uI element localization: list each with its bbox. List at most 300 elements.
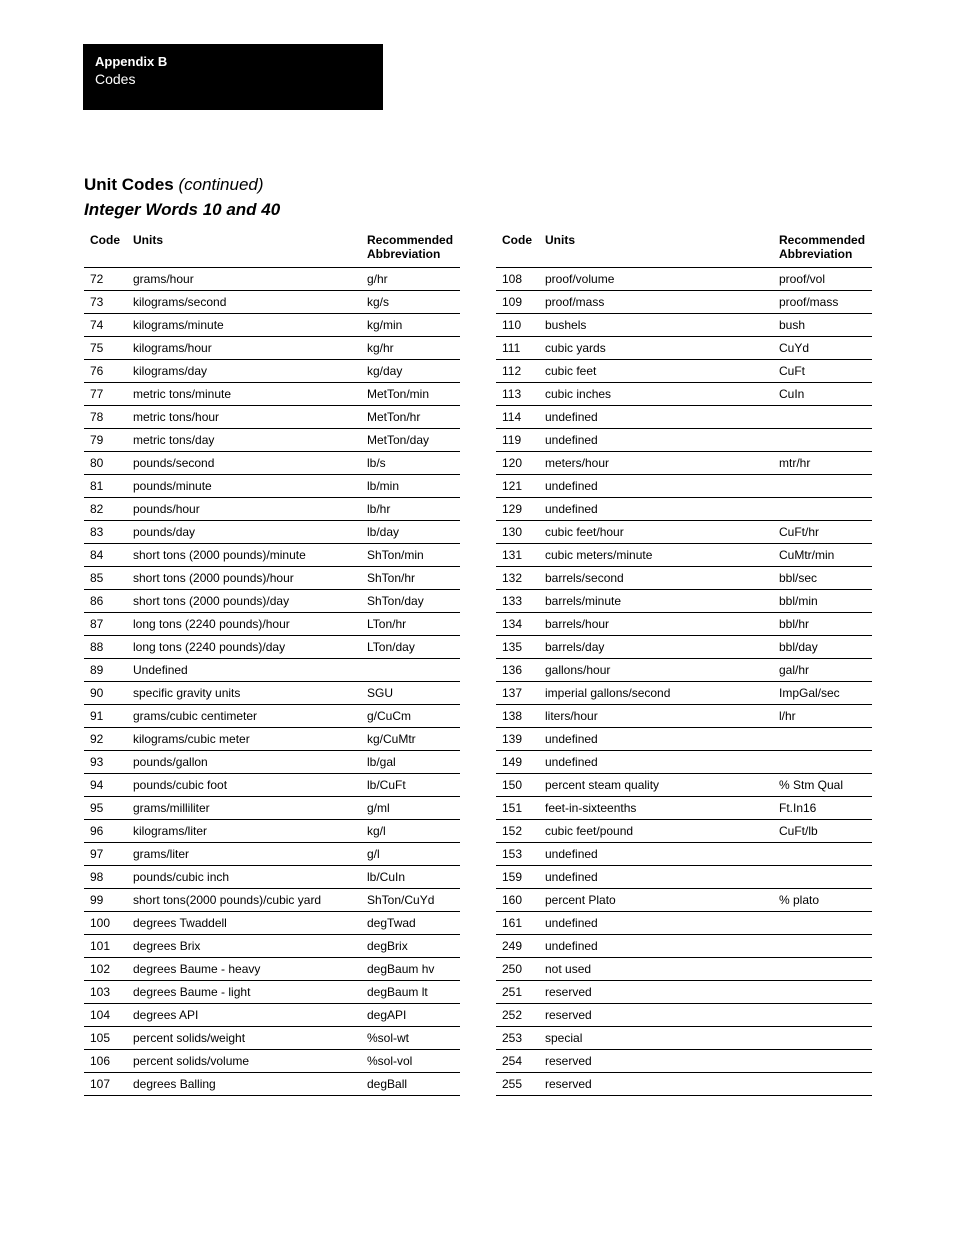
- table-row: [84, 774, 460, 797]
- cell-units: kilograms/day: [127, 360, 361, 383]
- table-row: [496, 981, 872, 1004]
- cell-abbreviation: bush: [773, 314, 872, 337]
- table-row: [84, 1050, 460, 1073]
- cell-units: special: [539, 1027, 773, 1050]
- cell-units: barrels/minute: [539, 590, 773, 613]
- cell-units: specific gravity units: [127, 682, 361, 705]
- cell-code: 82: [84, 498, 127, 521]
- table-row: [84, 337, 460, 360]
- cell-units: metric tons/day: [127, 429, 361, 452]
- cell-abbreviation: degBaum lt: [361, 981, 460, 1004]
- appendix-header: [83, 44, 383, 110]
- cell-code: 75: [84, 337, 127, 360]
- table-row: [496, 406, 872, 429]
- cell-units: grams/liter: [127, 843, 361, 866]
- section-label: Codes: [95, 71, 136, 87]
- table-header-row: [496, 230, 872, 268]
- cell-code: 91: [84, 705, 127, 728]
- table-row: [496, 1004, 872, 1027]
- cell-abbreviation: [773, 728, 872, 751]
- cell-units: pounds/gallon: [127, 751, 361, 774]
- cell-code: 135: [496, 636, 539, 659]
- table-row: [496, 797, 872, 820]
- cell-abbreviation: [773, 843, 872, 866]
- cell-abbreviation: MetTon/hr: [361, 406, 460, 429]
- cell-code: 101: [84, 935, 127, 958]
- table-row: [496, 912, 872, 935]
- cell-code: 160: [496, 889, 539, 912]
- cell-units: pounds/day: [127, 521, 361, 544]
- table-row: [496, 314, 872, 337]
- cell-code: 89: [84, 659, 127, 682]
- cell-units: proof/volume: [539, 268, 773, 291]
- unit-codes-table-left: [84, 230, 460, 1096]
- cell-abbreviation: %sol-wt: [361, 1027, 460, 1050]
- cell-code: 77: [84, 383, 127, 406]
- cell-abbreviation: [773, 958, 872, 981]
- cell-code: 80: [84, 452, 127, 475]
- table-row: [496, 590, 872, 613]
- table-row: [496, 383, 872, 406]
- table-header-row: [84, 230, 460, 268]
- cell-units: undefined: [539, 935, 773, 958]
- cell-units: gallons/hour: [539, 659, 773, 682]
- table-row: [496, 268, 872, 291]
- cell-units: undefined: [539, 912, 773, 935]
- cell-abbreviation: [773, 1073, 872, 1096]
- cell-abbreviation: [361, 659, 460, 682]
- cell-units: kilograms/second: [127, 291, 361, 314]
- table-row: [84, 958, 460, 981]
- cell-abbreviation: bbl/hr: [773, 613, 872, 636]
- cell-code: 159: [496, 866, 539, 889]
- cell-code: 96: [84, 820, 127, 843]
- page-title-main: Unit Codes: [84, 175, 174, 194]
- cell-abbreviation: kg/s: [361, 291, 460, 314]
- cell-units: metric tons/hour: [127, 406, 361, 429]
- table-row: [84, 751, 460, 774]
- cell-abbreviation: MetTon/min: [361, 383, 460, 406]
- cell-code: 255: [496, 1073, 539, 1096]
- page-title: [84, 175, 264, 195]
- cell-code: 103: [84, 981, 127, 1004]
- cell-code: 149: [496, 751, 539, 774]
- cell-abbreviation: LTon/hr: [361, 613, 460, 636]
- cell-units: percent steam quality: [539, 774, 773, 797]
- table-row: [84, 935, 460, 958]
- cell-code: 134: [496, 613, 539, 636]
- table-row: [84, 452, 460, 475]
- cell-units: cubic feet: [539, 360, 773, 383]
- cell-code: 252: [496, 1004, 539, 1027]
- table-row: [496, 866, 872, 889]
- table-row: [496, 935, 872, 958]
- cell-abbreviation: CuFt: [773, 360, 872, 383]
- table-row: [84, 1027, 460, 1050]
- cell-abbreviation: gal/hr: [773, 659, 872, 682]
- cell-units: reserved: [539, 1073, 773, 1096]
- cell-units: degrees API: [127, 1004, 361, 1027]
- cell-units: reserved: [539, 1050, 773, 1073]
- cell-units: metric tons/minute: [127, 383, 361, 406]
- table-row: [496, 475, 872, 498]
- cell-code: 251: [496, 981, 539, 1004]
- cell-units: short tons(2000 pounds)/cubic yard: [127, 889, 361, 912]
- cell-code: 97: [84, 843, 127, 866]
- table-row: [84, 613, 460, 636]
- table-row: [84, 636, 460, 659]
- cell-abbreviation: lb/s: [361, 452, 460, 475]
- appendix-label: Appendix B: [95, 54, 168, 69]
- cell-units: degrees Baume - light: [127, 981, 361, 1004]
- table-row: [496, 613, 872, 636]
- cell-abbreviation: CuYd: [773, 337, 872, 360]
- cell-units: pounds/hour: [127, 498, 361, 521]
- cell-code: 102: [84, 958, 127, 981]
- cell-units: cubic meters/minute: [539, 544, 773, 567]
- cell-abbreviation: %sol-vol: [361, 1050, 460, 1073]
- table-row: [84, 521, 460, 544]
- cell-abbreviation: kg/l: [361, 820, 460, 843]
- cell-units: short tons (2000 pounds)/hour: [127, 567, 361, 590]
- table-row: [84, 705, 460, 728]
- cell-abbreviation: lb/CuFt: [361, 774, 460, 797]
- cell-code: 104: [84, 1004, 127, 1027]
- cell-abbreviation: kg/hr: [361, 337, 460, 360]
- table-row: [84, 659, 460, 682]
- cell-code: 152: [496, 820, 539, 843]
- cell-abbreviation: CuFt/lb: [773, 820, 872, 843]
- column-header-units: Units: [539, 230, 773, 268]
- cell-units: cubic feet/hour: [539, 521, 773, 544]
- column-header-abbreviation-line2: Abbreviation: [367, 247, 441, 261]
- cell-abbreviation: kg/min: [361, 314, 460, 337]
- cell-abbreviation: degBall: [361, 1073, 460, 1096]
- cell-abbreviation: lb/gal: [361, 751, 460, 774]
- cell-units: undefined: [539, 728, 773, 751]
- cell-code: 161: [496, 912, 539, 935]
- table-row: [496, 452, 872, 475]
- cell-abbreviation: bbl/day: [773, 636, 872, 659]
- cell-abbreviation: degTwad: [361, 912, 460, 935]
- cell-abbreviation: [773, 1050, 872, 1073]
- cell-units: cubic inches: [539, 383, 773, 406]
- table-row: [496, 705, 872, 728]
- cell-units: percent solids/volume: [127, 1050, 361, 1073]
- cell-abbreviation: ShTon/CuYd: [361, 889, 460, 912]
- cell-code: 136: [496, 659, 539, 682]
- table-row: [496, 843, 872, 866]
- cell-abbreviation: bbl/sec: [773, 567, 872, 590]
- table-row: [84, 406, 460, 429]
- cell-code: 113: [496, 383, 539, 406]
- table-row: [496, 360, 872, 383]
- cell-units: meters/hour: [539, 452, 773, 475]
- cell-units: degrees Twaddell: [127, 912, 361, 935]
- cell-abbreviation: lb/hr: [361, 498, 460, 521]
- column-header-code: Code: [84, 230, 127, 268]
- cell-code: 254: [496, 1050, 539, 1073]
- table-row: [84, 1004, 460, 1027]
- cell-code: 139: [496, 728, 539, 751]
- cell-abbreviation: kg/day: [361, 360, 460, 383]
- cell-code: 95: [84, 797, 127, 820]
- cell-units: degrees Brix: [127, 935, 361, 958]
- cell-abbreviation: [773, 912, 872, 935]
- cell-code: 74: [84, 314, 127, 337]
- cell-abbreviation: [773, 935, 872, 958]
- cell-units: reserved: [539, 1004, 773, 1027]
- cell-abbreviation: g/CuCm: [361, 705, 460, 728]
- cell-code: 137: [496, 682, 539, 705]
- cell-code: 112: [496, 360, 539, 383]
- table-row: [84, 544, 460, 567]
- cell-abbreviation: [773, 751, 872, 774]
- cell-units: undefined: [539, 843, 773, 866]
- cell-code: 133: [496, 590, 539, 613]
- table-row: [84, 1073, 460, 1096]
- cell-code: 93: [84, 751, 127, 774]
- cell-code: 107: [84, 1073, 127, 1096]
- cell-abbreviation: degBrix: [361, 935, 460, 958]
- table-row: [496, 682, 872, 705]
- cell-code: 94: [84, 774, 127, 797]
- cell-code: 105: [84, 1027, 127, 1050]
- table-row: [84, 820, 460, 843]
- table-row: [84, 843, 460, 866]
- cell-abbreviation: degAPI: [361, 1004, 460, 1027]
- cell-abbreviation: % Stm Qual: [773, 774, 872, 797]
- cell-code: 120: [496, 452, 539, 475]
- cell-code: 73: [84, 291, 127, 314]
- table-row: [84, 268, 460, 291]
- cell-abbreviation: ShTon/min: [361, 544, 460, 567]
- table-row: [84, 981, 460, 1004]
- cell-code: 100: [84, 912, 127, 935]
- cell-abbreviation: [773, 866, 872, 889]
- cell-units: undefined: [539, 475, 773, 498]
- cell-code: 121: [496, 475, 539, 498]
- table-row: [84, 797, 460, 820]
- cell-code: 106: [84, 1050, 127, 1073]
- table-row: [496, 544, 872, 567]
- table-row: [496, 659, 872, 682]
- table-row: [84, 912, 460, 935]
- cell-abbreviation: [773, 429, 872, 452]
- cell-units: grams/cubic centimeter: [127, 705, 361, 728]
- cell-code: 90: [84, 682, 127, 705]
- cell-code: 109: [496, 291, 539, 314]
- cell-units: kilograms/hour: [127, 337, 361, 360]
- unit-codes-table-right: [496, 230, 872, 1096]
- cell-code: 92: [84, 728, 127, 751]
- cell-abbreviation: lb/CuIn: [361, 866, 460, 889]
- cell-units: grams/hour: [127, 268, 361, 291]
- cell-code: 153: [496, 843, 539, 866]
- cell-code: 111: [496, 337, 539, 360]
- cell-code: 114: [496, 406, 539, 429]
- table-row: [496, 728, 872, 751]
- table-row: [84, 291, 460, 314]
- cell-abbreviation: % plato: [773, 889, 872, 912]
- table-row: [84, 314, 460, 337]
- cell-abbreviation: [773, 475, 872, 498]
- cell-code: 150: [496, 774, 539, 797]
- table-row: [496, 1027, 872, 1050]
- cell-abbreviation: lb/day: [361, 521, 460, 544]
- cell-code: 81: [84, 475, 127, 498]
- cell-code: 86: [84, 590, 127, 613]
- table-row: [496, 774, 872, 797]
- cell-units: percent Plato: [539, 889, 773, 912]
- table-row: [496, 958, 872, 981]
- cell-code: 119: [496, 429, 539, 452]
- column-header-units: Units: [127, 230, 361, 268]
- table-row: [496, 1050, 872, 1073]
- table-row: [496, 498, 872, 521]
- table-row: [496, 889, 872, 912]
- cell-abbreviation: degBaum hv: [361, 958, 460, 981]
- cell-code: 98: [84, 866, 127, 889]
- table-row: [496, 521, 872, 544]
- cell-units: degrees Balling: [127, 1073, 361, 1096]
- cell-abbreviation: g/ml: [361, 797, 460, 820]
- cell-units: undefined: [539, 429, 773, 452]
- cell-units: long tons (2240 pounds)/hour: [127, 613, 361, 636]
- table-row: [496, 337, 872, 360]
- cell-code: 138: [496, 705, 539, 728]
- cell-units: pounds/cubic foot: [127, 774, 361, 797]
- column-header-abbreviation-line1: Recommended: [779, 233, 866, 247]
- table-row: [84, 889, 460, 912]
- cell-code: 87: [84, 613, 127, 636]
- cell-code: 151: [496, 797, 539, 820]
- cell-code: 249: [496, 935, 539, 958]
- cell-code: 85: [84, 567, 127, 590]
- cell-units: undefined: [539, 498, 773, 521]
- cell-code: 108: [496, 268, 539, 291]
- cell-units: grams/milliliter: [127, 797, 361, 820]
- column-header-abbreviation-line1: Recommended: [367, 233, 454, 247]
- cell-code: 83: [84, 521, 127, 544]
- cell-abbreviation: l/hr: [773, 705, 872, 728]
- cell-units: degrees Baume - heavy: [127, 958, 361, 981]
- cell-units: reserved: [539, 981, 773, 1004]
- cell-units: kilograms/cubic meter: [127, 728, 361, 751]
- cell-abbreviation: MetTon/day: [361, 429, 460, 452]
- cell-units: undefined: [539, 866, 773, 889]
- page-title-continued: (continued): [178, 175, 264, 194]
- cell-abbreviation: [773, 981, 872, 1004]
- cell-units: Undefined: [127, 659, 361, 682]
- cell-code: 79: [84, 429, 127, 452]
- cell-units: proof/mass: [539, 291, 773, 314]
- table-row: [84, 360, 460, 383]
- cell-units: kilograms/minute: [127, 314, 361, 337]
- cell-code: 132: [496, 567, 539, 590]
- table-row: [84, 728, 460, 751]
- cell-abbreviation: Ft.In16: [773, 797, 872, 820]
- table-row: [496, 820, 872, 843]
- cell-abbreviation: [773, 1027, 872, 1050]
- cell-units: long tons (2240 pounds)/day: [127, 636, 361, 659]
- cell-abbreviation: bbl/min: [773, 590, 872, 613]
- cell-units: barrels/day: [539, 636, 773, 659]
- table-row: [84, 682, 460, 705]
- cell-units: imperial gallons/second: [539, 682, 773, 705]
- cell-units: pounds/cubic inch: [127, 866, 361, 889]
- table-row: [84, 590, 460, 613]
- cell-abbreviation: CuMtr/min: [773, 544, 872, 567]
- column-header-code: Code: [496, 230, 539, 268]
- table-row: [496, 1073, 872, 1096]
- table-row: [84, 498, 460, 521]
- cell-units: barrels/hour: [539, 613, 773, 636]
- cell-abbreviation: [773, 1004, 872, 1027]
- page-subtitle: Integer Words 10 and 40: [84, 200, 281, 219]
- cell-code: 78: [84, 406, 127, 429]
- cell-units: cubic feet/pound: [539, 820, 773, 843]
- table-row: [84, 429, 460, 452]
- cell-code: 110: [496, 314, 539, 337]
- cell-units: percent solids/weight: [127, 1027, 361, 1050]
- cell-code: 129: [496, 498, 539, 521]
- column-header-abbreviation-line2: Abbreviation: [779, 247, 853, 261]
- table-row: [84, 866, 460, 889]
- cell-abbreviation: ShTon/hr: [361, 567, 460, 590]
- cell-units: pounds/minute: [127, 475, 361, 498]
- cell-abbreviation: CuFt/hr: [773, 521, 872, 544]
- cell-units: short tons (2000 pounds)/day: [127, 590, 361, 613]
- cell-abbreviation: proof/mass: [773, 291, 872, 314]
- cell-code: 76: [84, 360, 127, 383]
- table-row: [84, 475, 460, 498]
- cell-abbreviation: kg/CuMtr: [361, 728, 460, 751]
- cell-abbreviation: [773, 498, 872, 521]
- cell-abbreviation: [773, 406, 872, 429]
- cell-code: 130: [496, 521, 539, 544]
- cell-abbreviation: mtr/hr: [773, 452, 872, 475]
- table-row: [496, 636, 872, 659]
- table-row: [84, 567, 460, 590]
- cell-abbreviation: ShTon/day: [361, 590, 460, 613]
- cell-units: undefined: [539, 406, 773, 429]
- cell-units: not used: [539, 958, 773, 981]
- cell-abbreviation: g/l: [361, 843, 460, 866]
- cell-abbreviation: LTon/day: [361, 636, 460, 659]
- cell-code: 99: [84, 889, 127, 912]
- cell-units: undefined: [539, 751, 773, 774]
- table-row: [496, 291, 872, 314]
- cell-code: 250: [496, 958, 539, 981]
- cell-units: feet-in-sixteenths: [539, 797, 773, 820]
- cell-abbreviation: proof/vol: [773, 268, 872, 291]
- cell-code: 253: [496, 1027, 539, 1050]
- cell-units: liters/hour: [539, 705, 773, 728]
- table-row: [496, 429, 872, 452]
- table-row: [496, 567, 872, 590]
- cell-abbreviation: g/hr: [361, 268, 460, 291]
- table-row: [496, 751, 872, 774]
- cell-code: 88: [84, 636, 127, 659]
- cell-code: 131: [496, 544, 539, 567]
- cell-units: short tons (2000 pounds)/minute: [127, 544, 361, 567]
- cell-abbreviation: CuIn: [773, 383, 872, 406]
- cell-units: barrels/second: [539, 567, 773, 590]
- table-row: [84, 383, 460, 406]
- cell-units: kilograms/liter: [127, 820, 361, 843]
- column-header-abbreviation: [773, 230, 872, 268]
